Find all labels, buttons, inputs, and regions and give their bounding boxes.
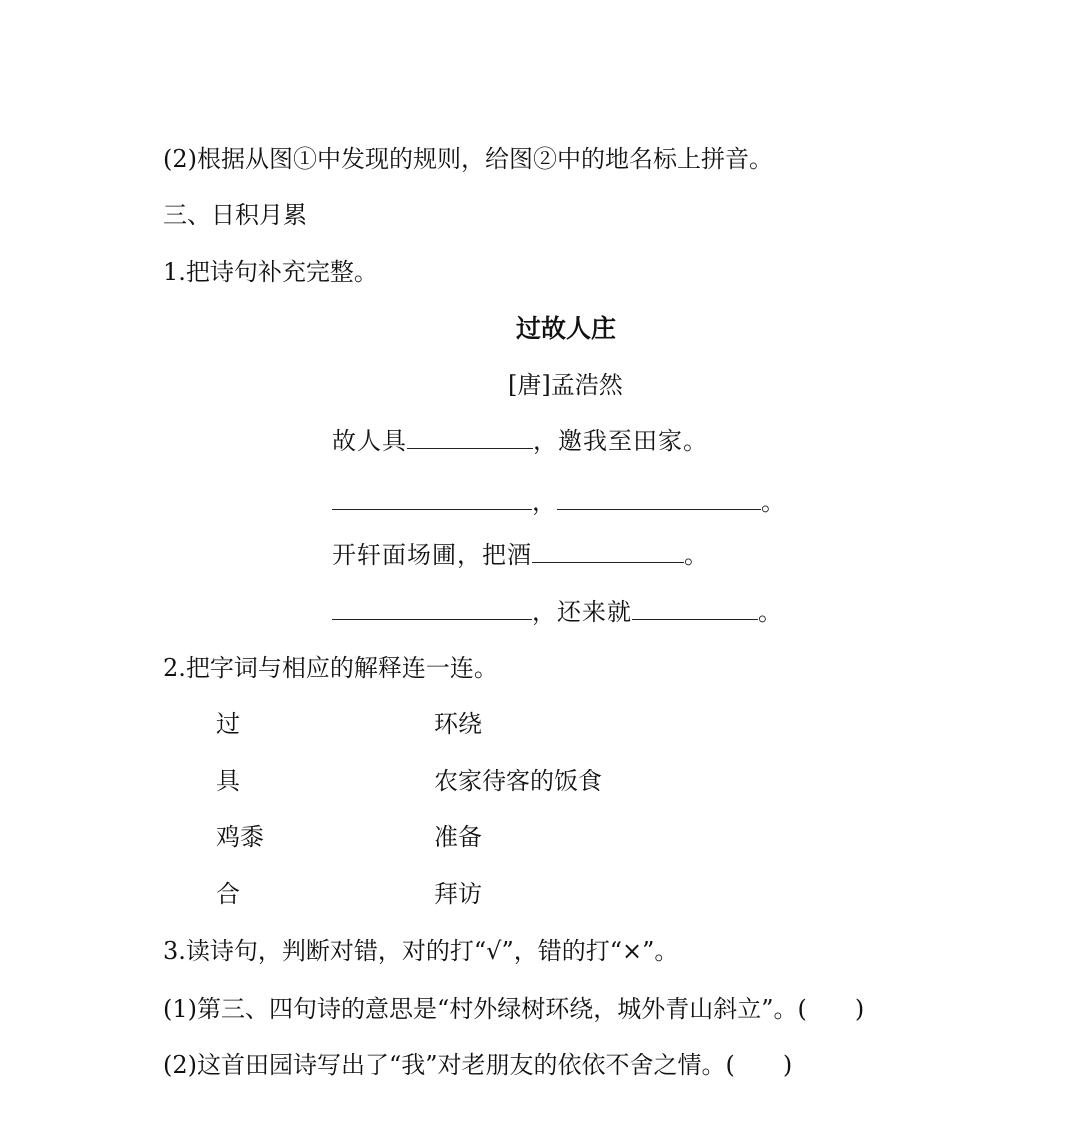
blank-3[interactable] <box>557 487 761 510</box>
poem-line-1-end: ，邀我至田家。 <box>533 427 708 455</box>
poem-line-3-period: 。 <box>684 541 709 569</box>
poem-line-4-mid: ，还来就 <box>532 598 632 626</box>
match-right-4[interactable]: 拜访 <box>434 880 482 908</box>
poem-author: [唐]孟浩然 <box>508 371 623 399</box>
poem-line-2-comma: ， <box>532 488 557 516</box>
match-right-1[interactable]: 环绕 <box>434 710 482 738</box>
blank-2[interactable] <box>332 487 532 510</box>
poem-line-2 <box>332 486 786 518</box>
blank-5[interactable] <box>332 597 532 620</box>
poem-line-4-period: 。 <box>758 598 783 626</box>
match-left-3[interactable]: 鸡黍 <box>216 823 264 851</box>
match-right-2[interactable]: 农家待客的饭食 <box>434 767 602 795</box>
question-3-1: (1)第三、四句诗的意思是“村外绿树环绕，城外青山斜立”。( ) <box>163 995 865 1023</box>
question-2-2: (2)根据从图①中发现的规则，给图②中的地名标上拼音。 <box>163 145 773 173</box>
question-2: 2.把字词与相应的解释连一连。 <box>163 654 498 682</box>
question-3: 3.读诗句，判断对错，对的打“√”，错的打“×”。 <box>163 937 679 965</box>
question-3-2: (2)这首田园诗写出了“我”对老朋友的依依不舍之情。( ) <box>163 1051 793 1079</box>
match-right-3[interactable]: 准备 <box>434 823 482 851</box>
match-left-2[interactable]: 具 <box>216 767 240 795</box>
poem-line-1-start: 故人具 <box>332 427 407 455</box>
blank-6[interactable] <box>632 597 758 620</box>
poem-line-3 <box>332 539 709 571</box>
question-1: 1.把诗句补充完整。 <box>163 258 378 286</box>
poem-line-3-start: 开轩面场圃，把酒 <box>332 541 532 569</box>
blank-1[interactable] <box>407 426 533 449</box>
poem-title: 过故人庄 <box>516 314 617 343</box>
section-heading: 三、日积月累 <box>163 201 307 229</box>
blank-4[interactable] <box>532 540 684 563</box>
match-left-1[interactable]: 过 <box>216 710 240 738</box>
poem-line-2-period: 。 <box>761 488 786 516</box>
poem-line-1 <box>332 425 708 457</box>
poem-line-4 <box>332 596 783 628</box>
match-left-4[interactable]: 合 <box>216 880 240 908</box>
